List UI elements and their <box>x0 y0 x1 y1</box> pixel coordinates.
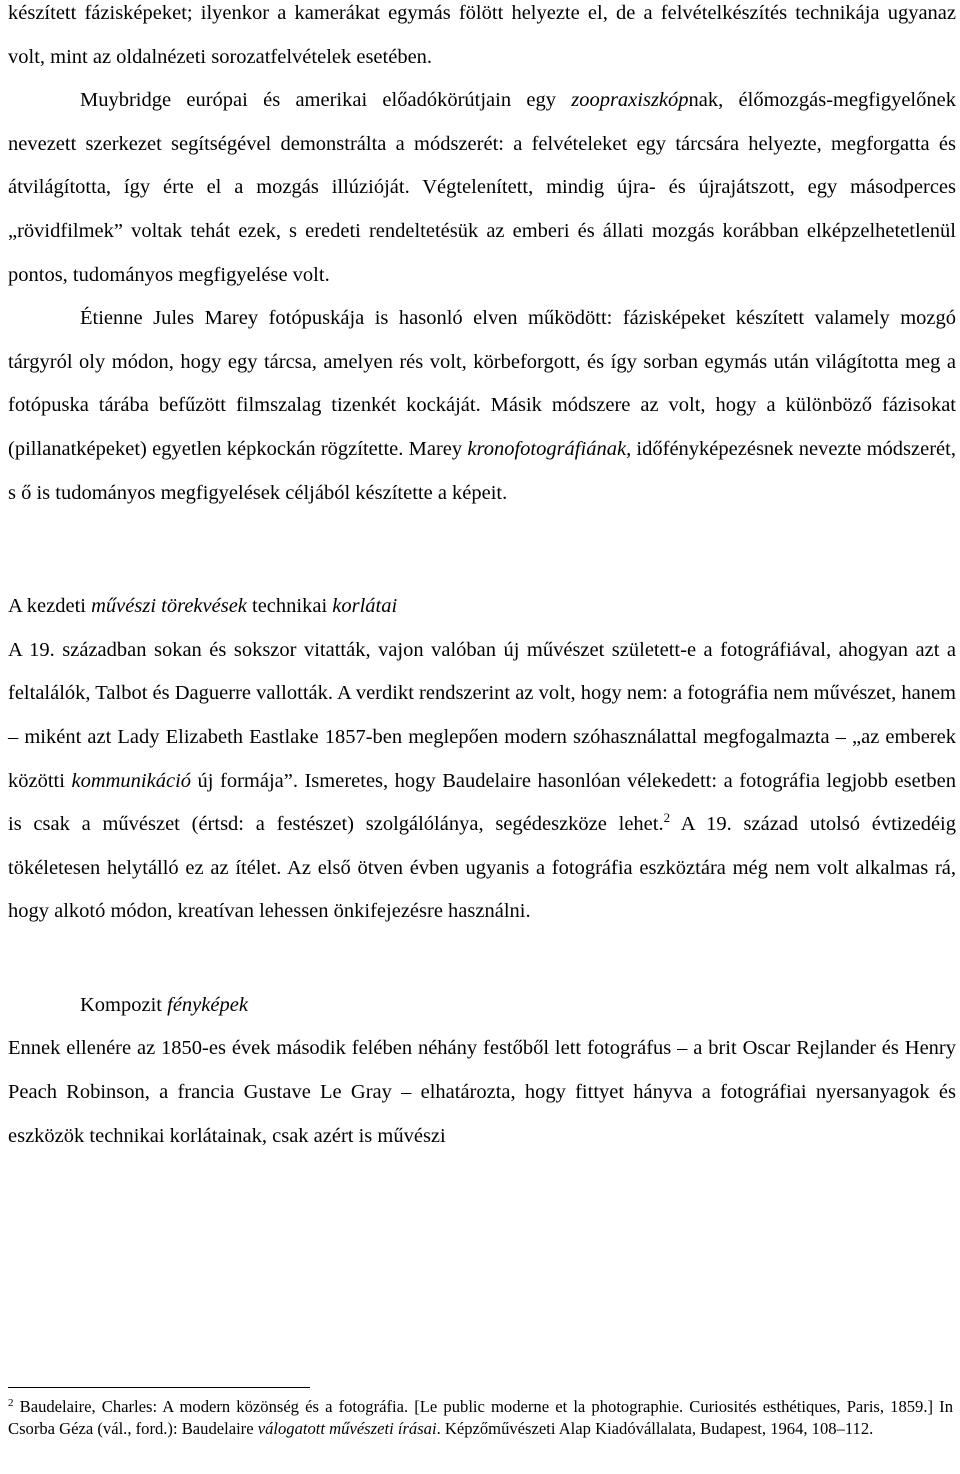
italic-term: kommunikáció <box>71 769 192 792</box>
paragraph-marey <box>8 297 956 515</box>
paragraph-muybridge <box>8 79 956 297</box>
paragraph-continued <box>8 0 956 79</box>
paragraph-text: Ennek ellenére az 1850-es évek második felében néhány festőből lett fotográfus – a brit Oscar Rejlander és Henry Peach Robinson, a francia Gustave Le Gray – elhatározta, hogy fittyet hányva a fotográfiai nyersanyagok és eszközök technikai korlátainak, csak azért is művészi <box>8 1037 956 1147</box>
footnote-text: . Képzőművészeti Alap Kiadóvállalata, Budapest, 1964, 108–112. <box>436 1419 874 1438</box>
footnote-number: 2 <box>8 1397 14 1409</box>
section-heading-artistic-limits <box>8 585 956 629</box>
paragraph-text: , időfényképezésnek nevezte módszerét, s ő is tudományos megfigyelések céljából készítette a képeit. <box>8 437 956 504</box>
heading-text: A kezdeti <box>8 595 92 618</box>
paragraph-composite <box>8 1027 956 1158</box>
italic-term: kronofotográfiának <box>467 437 627 460</box>
paragraph-text: új formája”. Ismeretes, hogy Baudelaire hasonlóan vélekedett: a fotográfia legjobb esetben is csak a művészet (értsd: a festészet) szolgálólánya, segédeszköze lehet. <box>8 769 957 836</box>
heading-italic: művészi törekvések <box>91 595 247 618</box>
footnote <box>8 1396 953 1440</box>
paragraph-19th-century <box>8 629 956 934</box>
footnote-text: Baudelaire, Charles: A modern közönség és a fotográfia. [Le public moderne et la photographie. Curiosités esthétiques, Paris, 1859.] In Csorba Géza (vál., ford.): Baudelaire <box>8 1397 953 1438</box>
heading-italic: fényképek <box>167 993 248 1016</box>
footnote-divider <box>8 1387 310 1388</box>
footnote-reference[interactable]: 2 <box>663 810 671 826</box>
paragraph-text: Muybridge európai és amerikai előadókörútjain egy <box>80 89 572 112</box>
paragraph-text: Étienne Jules Marey fotópuskája is hasonló elven működött: fázisképeket készített valamely mozgó tárgyról oly módon, hogy egy tárcsa, amelyen rés volt, körbeforgott, és így sorban egymás után világította meg a fotópuska tárába befűzött filmszalag tizenkét kockáját. Másik módszere az volt, hogy a különböző fázisokat (pillanatképeket) egyetlen képkockán rögzítette. Marey <box>8 307 956 460</box>
heading-text: technikai <box>246 595 333 618</box>
section-heading-composite <box>8 984 956 1028</box>
paragraph-text: készített fázisképeket; ilyenkor a kamerákat egymás fölött helyezte el, de a felvételkészítés technikája ugyanaz volt, mint az oldalnézeti sorozatfelvételek esetében. <box>8 2 956 68</box>
footnote-italic: válogatott művészeti írásai <box>257 1419 437 1438</box>
page-body <box>8 0 956 1158</box>
heading-text: Kompozit <box>80 993 168 1016</box>
paragraph-text: A 19. század utolsó évtizedéig tökéletesen helytálló ez az ítélet. Az első ötven évben ugyanis a fotográfia eszköztára még nem volt alkalmas rá, hogy alkotó módon, kreatívan lehessen önkifejezésre használni. <box>8 813 956 923</box>
paragraph-text: A 19. században sokan és sokszor vitatták, vajon valóban új művészet született-e a fotográfiával, ahogyan azt a feltalálók, Talbot és Daguerre vallották. A verdikt rendszerint az volt, hogy nem: a fotográfia nem művészet, hanem – miként azt Lady Elizabeth Eastlake 1857-ben meglepően modern szóhasználattal megfogalmazta – „az emberek közötti <box>8 638 956 792</box>
paragraph-text: nak, élőmozgás-megfigyelőnek nevezett szerkezet segítségével demonstrálta a módszerét: a felvételeket egy tárcsára helyezte, megforgatta és átvilágította, így érte el a mozgás illúzióját. Végtelenített, mindig újra- és újrajátszott, egy másodperces „rövidfilmek” voltak tehát ezek, s eredeti rendeltetésük az emberi és állati mozgás korábban elképzelhetetlenül pontos, tudományos megfigyelése volt. <box>8 89 956 286</box>
heading-italic: korlátai <box>332 595 398 618</box>
italic-term: zoopraxiszkóp <box>571 89 689 112</box>
